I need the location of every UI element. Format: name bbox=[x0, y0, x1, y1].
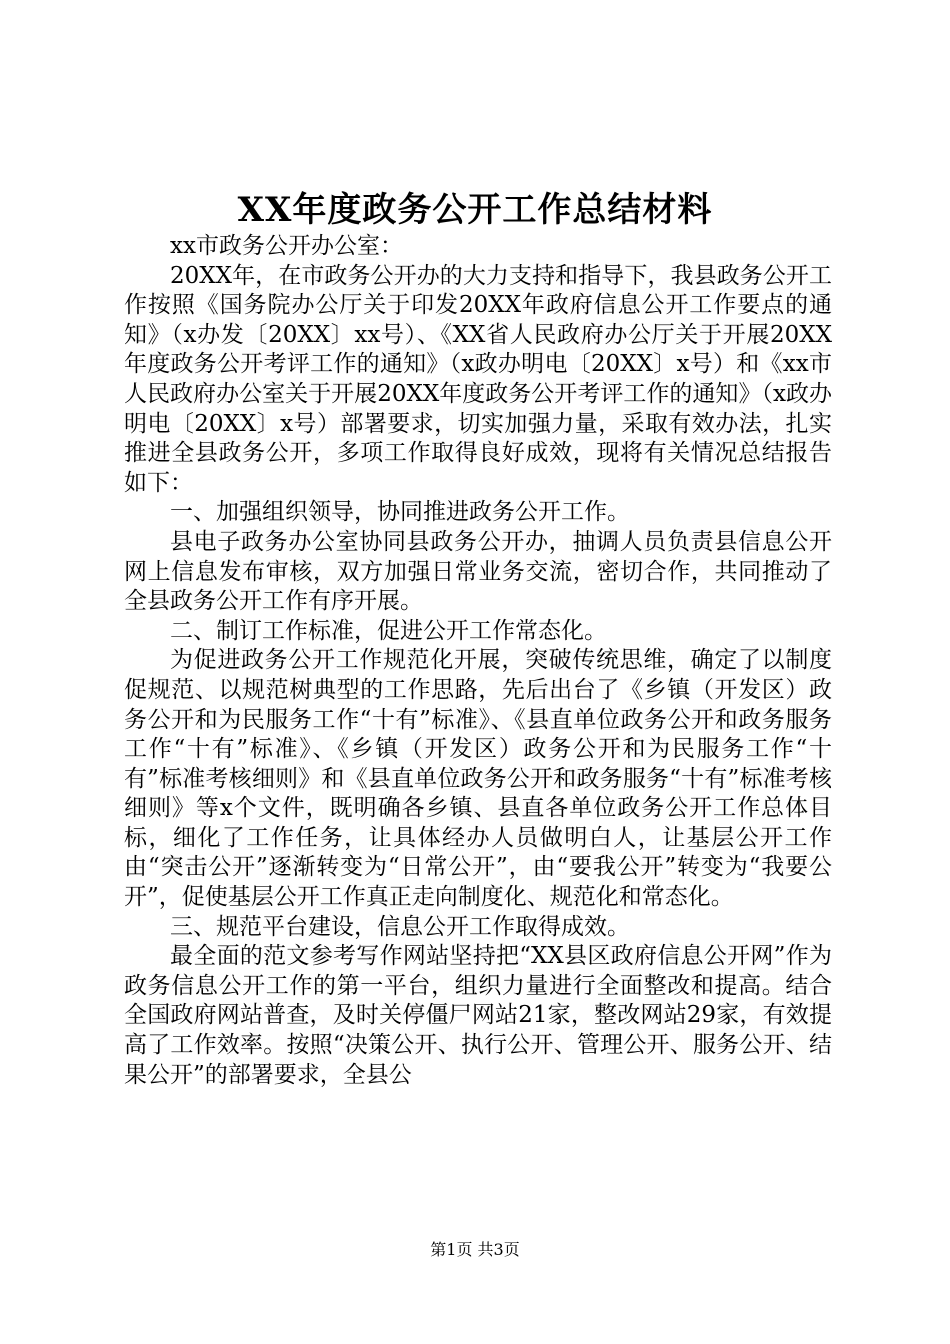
section-body-1: 县电子政务办公室协同县政务公开办，抽调人员负责县信息公开网上信息发布审核，双方加强日常业务交流，密切合作，共同推动了全县政务公开工作有序开展。 bbox=[124, 528, 832, 615]
salutation: xx市政务公开办公室： bbox=[170, 233, 403, 259]
section-body-3: 最全面的范文参考写作网站坚持把“XX县区政府信息公开网”作为政务信息公开工作的第一平台，组织力量进行全面整改和提高。结合全国政府网站普查，及时关停僵尸网站21家，整改网站29家，有效提高了工作效率。按照“决策公开、执行公开、管理公开、服务公开、结果公开”的部署要求，全县公 bbox=[124, 943, 832, 1088]
page-footer: 第1页 共3页 bbox=[430, 1240, 520, 1259]
document-title: XX年度政务公开工作总结材料 bbox=[237, 190, 713, 230]
section-heading-3: 三、规范平台建设，信息公开工作取得成效。 bbox=[170, 913, 630, 940]
section-body-2: 为促进政务公开工作规范化开展，突破传统思维，确定了以制度促规范、以规范树典型的工作思路，先后出台了《乡镇（开发区）政务公开和为民服务工作“十有”标准》、《县直单位政务公开和政务服务工作“十有”标准》、《乡镇（开发区）政务公开和为民服务工作“十有”标准考核细则》和《县直单位政务公开和政务服务“十有”标准考核细则》等x个文件，既明确各乡镇、县直各单位政务公开工作总体目标，细化了工作任务，让具体经办人员做明白人，让基层公开工作由“突击公开”逐渐转变为“日常公开”，由“要我公开”转变为“我要公开”，促使基层公开工作真正走向制度化、规范化和常态化。 bbox=[124, 647, 832, 911]
document-body bbox=[124, 232, 832, 1090]
intro-paragraph: 20XX年，在市政务公开办的大力支持和指导下，我县政务公开工作按照《国务院办公厅关于印发20XX年政府信息公开工作要点的通知》（x办发〔20XX〕xx号）、《XX省人民政府办公厅关于开展20XX年度政务公开考评工作的通知》（x政办明电〔20XX〕x号）和《xx市人民政府办公室关于开展20XX年度政务公开考评工作的通知》（x政办明电〔20XX〕x号）部署要求，切实加强力量，采取有效办法，扎实推进全县政务公开，多项工作取得良好成效，现将有关情况总结报告如下： bbox=[124, 262, 832, 496]
section-heading-1: 一、加强组织领导，协同推进政务公开工作。 bbox=[170, 499, 630, 526]
section-heading-2: 二、制订工作标准，促进公开工作常态化。 bbox=[170, 617, 607, 644]
